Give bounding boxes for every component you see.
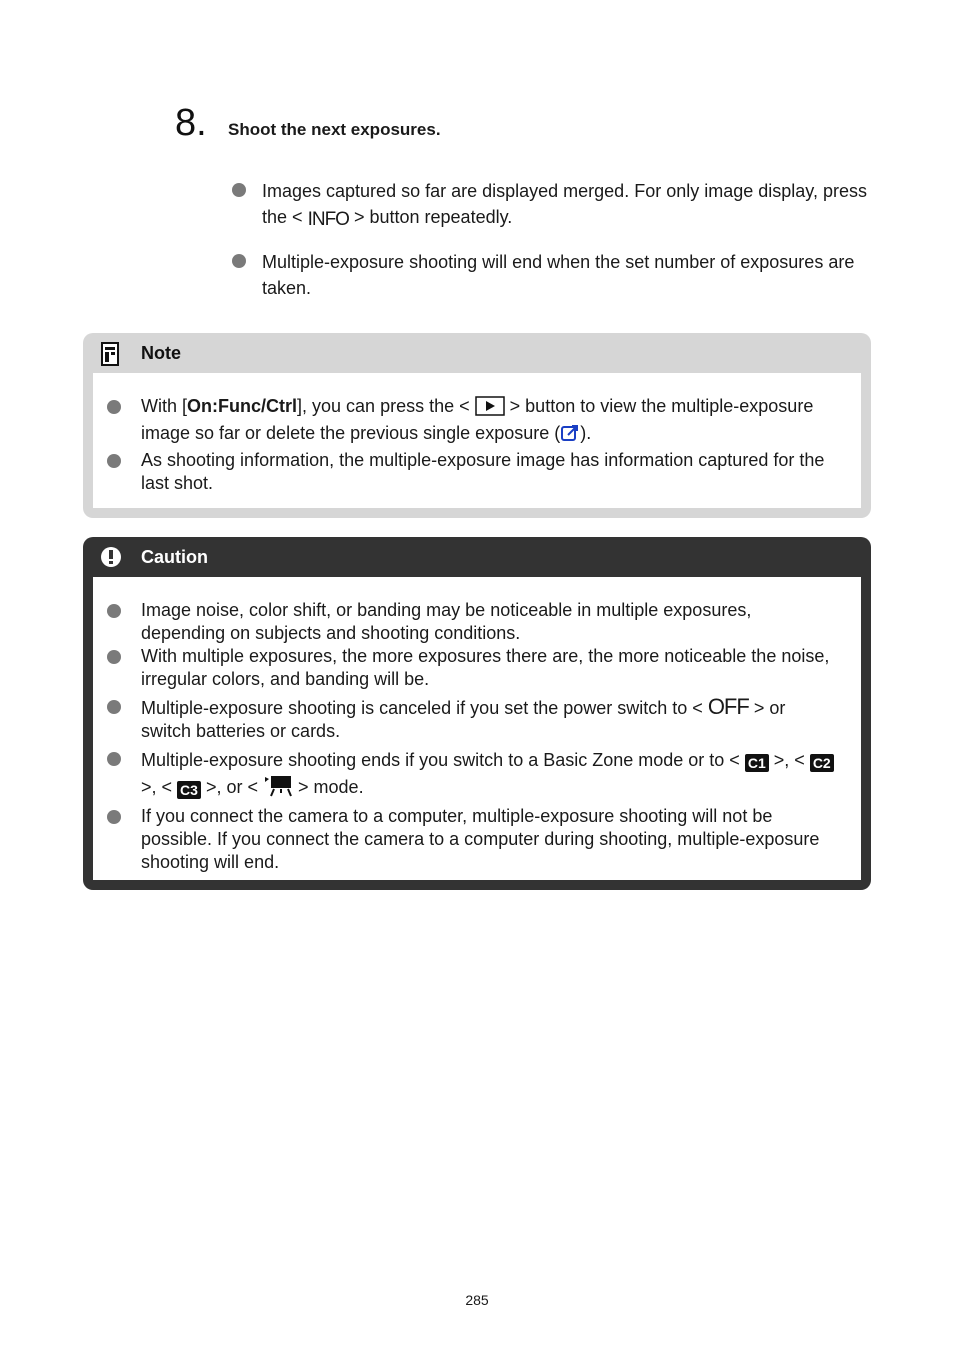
caution-box: [83, 537, 871, 890]
step-title: Shoot the next exposures.: [228, 120, 441, 139]
bullet-icon: [232, 183, 246, 197]
list-item: Images captured so far are displayed merged. For only image display, press the < INFO > button repeatedly.: [230, 178, 870, 233]
playback-button-icon: [475, 396, 505, 422]
list-item: Image noise, color shift, or banding may be noticeable in multiple exposures, depending on subjects and shooting conditions.: [107, 599, 837, 645]
warning-icon: [100, 546, 122, 573]
bullet-icon: [107, 400, 121, 414]
caution-title: Caution: [141, 547, 208, 567]
bullet-icon: [232, 254, 246, 268]
bullet-icon: [107, 454, 121, 468]
note-box: [83, 333, 871, 518]
list-item: If you connect the camera to a computer, multiple-exposure shooting will not be possible. If you connect the camera to a computer during shooting, multiple-exposure shooting will end.: [107, 805, 837, 874]
step-bullet-list: [230, 178, 870, 317]
c2-mode-icon: C2: [810, 754, 834, 772]
page-number: 285: [465, 1292, 489, 1308]
bullet-icon: [107, 700, 121, 714]
list-item: Multiple-exposure shooting is canceled if you set the power switch to < OFF > or switch batteries or cards.: [107, 695, 837, 743]
list-item: With [On:Func/Ctrl], you can press the < > button to view the multiple-exposure image so far or delete the previous single exposure ( ).: [107, 395, 837, 449]
list-item: With multiple exposures, the more exposures there are, the more noticeable the noise, irregular colors, and banding will be.: [107, 645, 837, 691]
bullet-icon: [107, 752, 121, 766]
info-button-icon: INFO: [307, 209, 349, 230]
c1-mode-icon: C1: [745, 754, 769, 772]
list-item: Multiple-exposure shooting will end when the set number of exposures are taken.: [230, 249, 870, 301]
step-number: 8.: [175, 102, 207, 144]
list-item: Multiple-exposure shooting ends if you switch to a Basic Zone mode or to < C1 >, < C2 >, < C3 >, or < > mode.: [107, 747, 837, 805]
note-body: [93, 373, 861, 508]
caution-header: [83, 537, 871, 577]
link-icon[interactable]: [560, 423, 580, 449]
c3-mode-icon: C3: [177, 781, 201, 799]
off-switch-icon: OFF: [707, 694, 749, 719]
note-header: [83, 333, 871, 373]
caution-body: [93, 577, 861, 880]
list-item: As shooting information, the multiple-exposure image has information captured for the last shot.: [107, 449, 837, 495]
note-title: Note: [141, 343, 181, 363]
bullet-icon: [107, 604, 121, 618]
movie-mode-icon: [263, 775, 293, 805]
note-icon: [100, 342, 120, 371]
bullet-icon: [107, 810, 121, 824]
bullet-icon: [107, 650, 121, 664]
